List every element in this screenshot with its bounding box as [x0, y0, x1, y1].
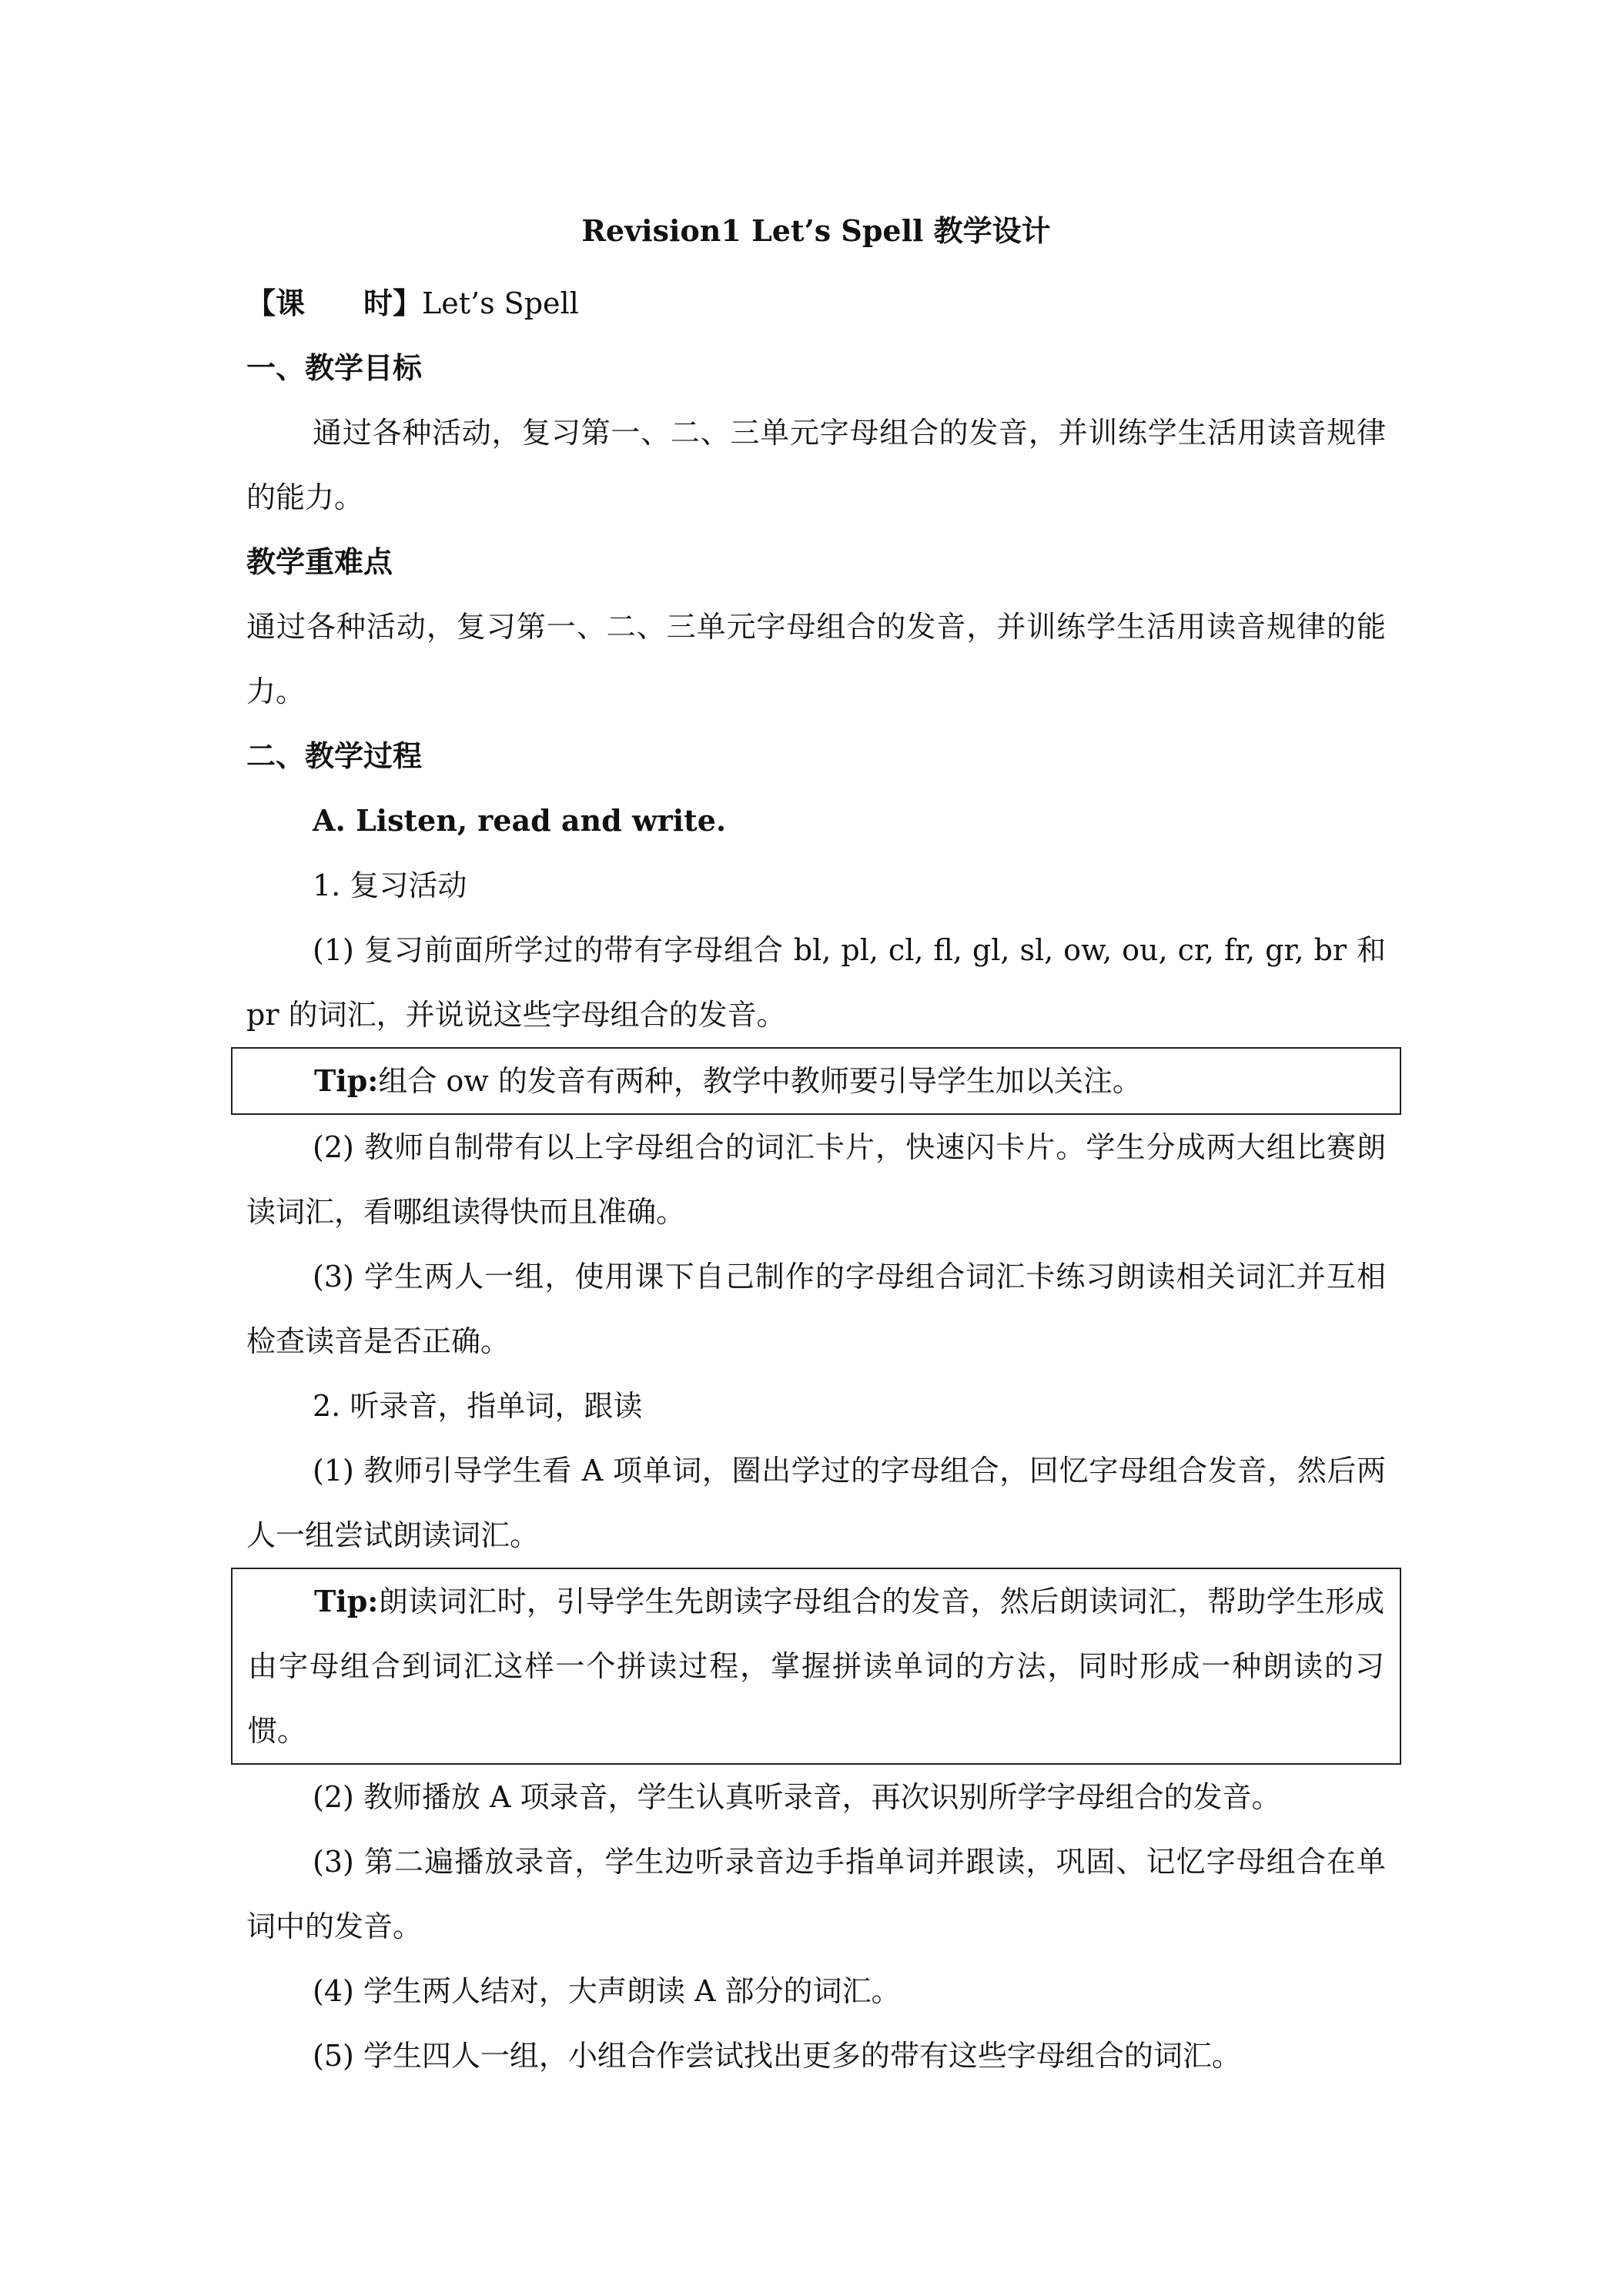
- step2-item3: (3) 第二遍播放录音，学生边听录音边手指单词并跟读，巩固、记忆字母组合在单词中的发音。: [246, 1845, 1386, 1943]
- section2-heading: 二、教学过程: [246, 738, 423, 773]
- tip1-label: Tip:: [314, 1063, 379, 1098]
- step1-item3: (3) 学生两人一组，使用课下自己制作的字母组合词汇卡练习朗读相关词汇并互相检查读音是否正确。: [246, 1260, 1386, 1358]
- lesson-label: 【课 时】: [246, 286, 423, 320]
- step1-title: 1. 复习活动: [313, 869, 467, 902]
- step2-item2: (2) 教师播放 A 项录音，学生认真听录音，再次识别所学字母组合的发音。: [313, 1780, 1281, 1814]
- step2-item4: (4) 学生两人结对，大声朗读 A 部分的词汇。: [313, 1974, 901, 2008]
- tip1-text: 组合 ow 的发音有两种，教学中教师要引导学生加以关注。: [378, 1064, 1142, 1098]
- document-title: Revision1 Let’s Spell 教学设计: [581, 213, 1051, 248]
- tip2-paragraph: [248, 1569, 1384, 1763]
- key-points-text: 通过各种活动，复习第一、二、三单元字母组合的发音，并训练学生活用读音规律的能力。: [246, 610, 1386, 708]
- part-a-heading: A. Listen, read and write.: [313, 803, 727, 838]
- lesson-value: Let’s Spell: [422, 286, 579, 320]
- section1-text: 通过各种活动，复习第一、二、三单元字母组合的发音，并训练学生活用读音规律的能力。: [246, 416, 1386, 514]
- tip2-text: 朗读词汇时，引导学生先朗读字母组合的发音，然后朗读词汇，帮助学生形成由字母组合到词汇这样一个拼读过程，掌握拼读单词的方法，同时形成一种朗读的习惯。: [248, 1585, 1384, 1748]
- section1-heading: 一、教学目标: [246, 350, 423, 385]
- step2-title: 2. 听录音，指单词，跟读: [313, 1389, 643, 1423]
- document-page: [246, 208, 1386, 2088]
- lesson-line: [246, 271, 1386, 336]
- tip2-label: Tip:: [314, 1584, 379, 1618]
- step2-item1: (1) 教师引导学生看 A 项单词，圈出学过的字母组合，回忆字母组合发音，然后两人一组尝试朗读词汇。: [246, 1454, 1386, 1552]
- step2-item5: (5) 学生四人一组，小组合作尝试找出更多的带有这些字母组合的词汇。: [313, 2039, 1241, 2073]
- step1-item1: (1) 复习前面所学过的带有字母组合 bl, pl, cl, fl, gl, sl, ow, ou, cr, fr, gr, br 和 pr 的词汇，并说说这些字母组合的发音。: [246, 933, 1386, 1032]
- tip-box-2: [231, 1568, 1401, 1765]
- key-points-heading: 教学重难点: [246, 544, 393, 579]
- step1-item2: (2) 教师自制带有以上字母组合的词汇卡片，快速闪卡片。学生分成两大组比赛朗读词汇，看哪组读得快而且准确。: [246, 1130, 1386, 1229]
- tip1-paragraph: [248, 1049, 1384, 1113]
- tip-box-1: [231, 1047, 1401, 1115]
